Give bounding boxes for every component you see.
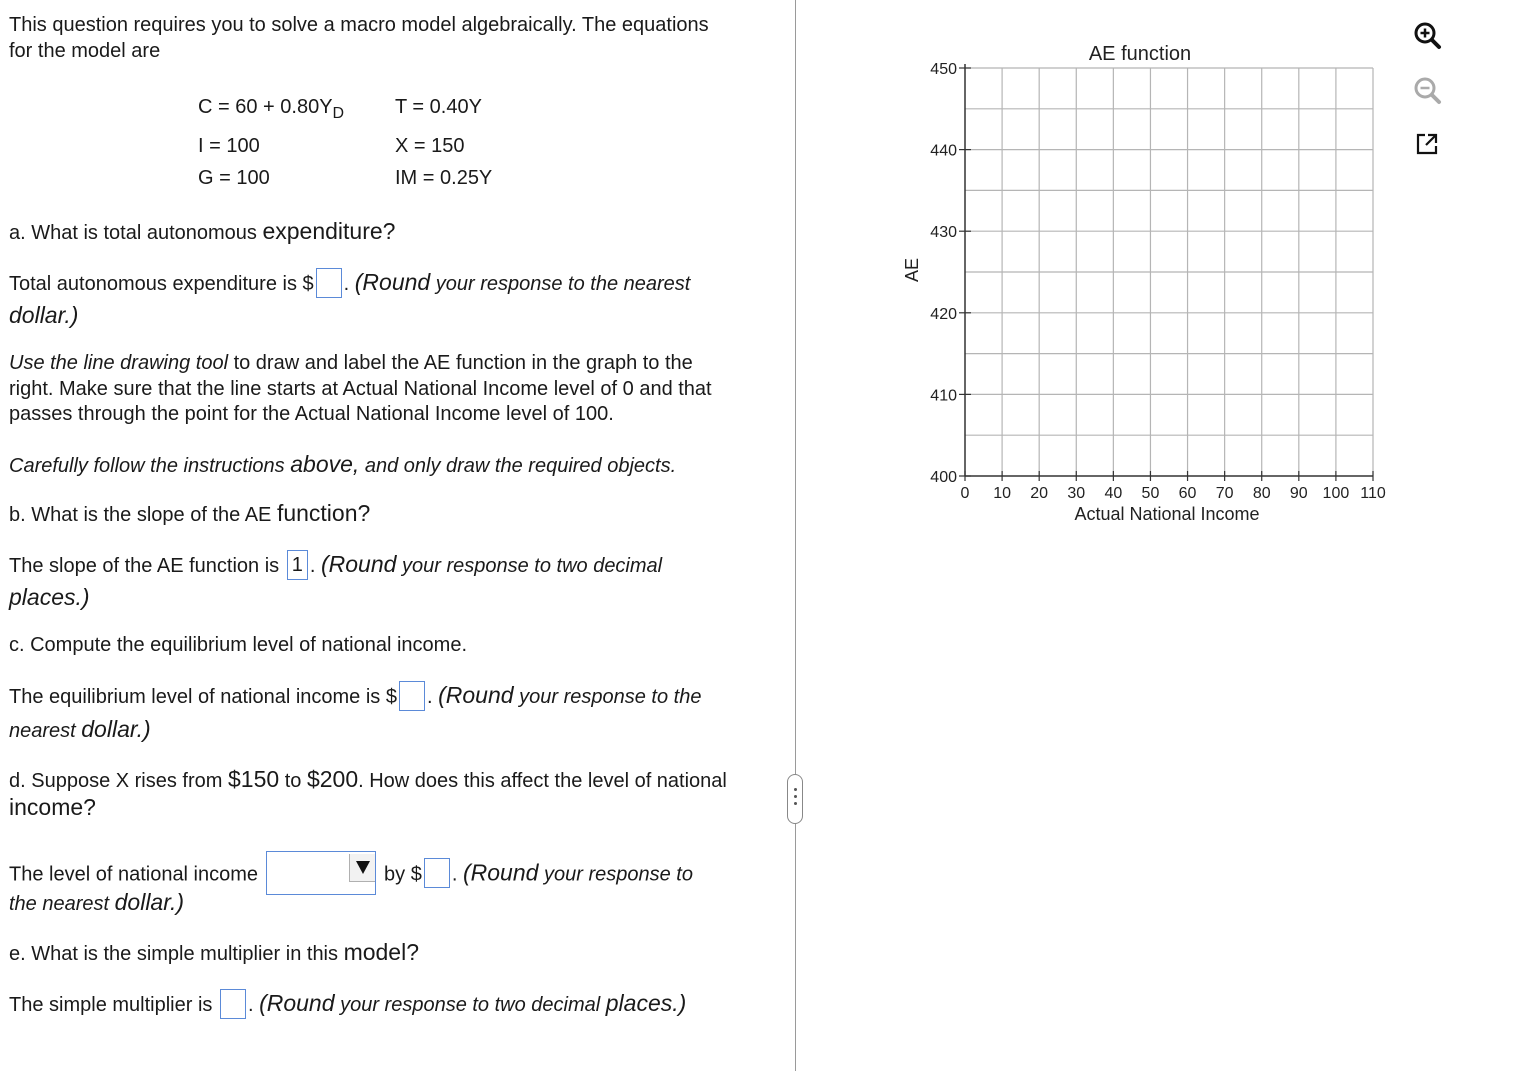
income-change-input[interactable]	[424, 858, 450, 888]
equation-investment: I = 100	[198, 135, 260, 157]
direction-dropdown[interactable]	[266, 851, 376, 895]
x-tick-label: 80	[1252, 485, 1271, 502]
question-c: c. Compute the equilibrium level of national income.	[9, 634, 468, 656]
intro-line-2: for the model are	[9, 40, 161, 62]
x-axis-label: Actual National Income	[1074, 504, 1260, 524]
chart-title: AE function	[1088, 43, 1192, 65]
x-tick-label: 0	[960, 485, 970, 502]
answer-e-row: The simple multiplier is . (Round your response to two decimal places.)	[9, 990, 686, 1021]
equation-consumption: $C = 60 + 0.80Y_D$	[198, 96, 345, 122]
question-e: e. What is the simple multiplier in this model?	[9, 939, 419, 965]
x-tick-label: 50	[1141, 485, 1160, 502]
answer-c-row: The equilibrium level of national income is $ . (Round your response to the	[9, 682, 701, 713]
x-tick-label: 90	[1289, 485, 1308, 502]
x-tick-label: 100	[1322, 485, 1350, 502]
x-tick-labels	[961, 485, 1386, 502]
answer-c-round-note: nearest dollar.)	[9, 716, 151, 742]
y-tick-label: 430	[930, 224, 957, 242]
multiplier-input[interactable]	[220, 989, 246, 1019]
external-link-icon	[1408, 125, 1446, 163]
answer-d-row: The level of national income by $ . (Round your response to	[9, 853, 693, 897]
zoom-out-icon	[1408, 71, 1446, 109]
slope-input[interactable]: 1	[287, 550, 308, 580]
divider-drag-handle[interactable]	[787, 774, 803, 824]
zoom-in-button[interactable]	[1408, 16, 1446, 54]
question-d-line-2: income?	[9, 794, 96, 820]
x-tick-label: 20	[1030, 485, 1049, 502]
equation-government: G = 100	[198, 167, 270, 189]
careful-note: Carefully follow the instructions above, and only draw the required objects.	[9, 451, 677, 477]
y-tick-label: 450	[930, 61, 957, 78]
dropdown-arrow-icon[interactable]	[349, 854, 375, 882]
y-tick-label: 440	[930, 142, 957, 160]
intro-line-1: This question requires you to solve a macro model algebraically. The equations	[9, 14, 709, 36]
y-axis-label: AE	[902, 257, 922, 283]
x-tick-label: 30	[1067, 485, 1086, 502]
instruction-line-3: passes through the point for the Actual National Income level of 100.	[9, 403, 614, 425]
answer-d-round-note: the nearest dollar.)	[9, 889, 185, 915]
autonomous-expenditure-input[interactable]	[316, 268, 342, 298]
equation-exports: X = 150	[395, 135, 465, 157]
x-tick-label: 40	[1104, 485, 1123, 502]
instruction-line-1: Use the line drawing tool to draw and label the AE function in the graph to the	[9, 352, 693, 374]
equilibrium-income-input[interactable]	[399, 681, 425, 711]
equation-taxes: T = 0.40Y	[395, 96, 482, 118]
answer-a-round-note: dollar.)	[9, 302, 79, 328]
panel-divider[interactable]	[795, 0, 796, 1071]
zoom-out-button[interactable]	[1408, 71, 1446, 109]
y-tick-label: 400	[930, 469, 957, 486]
x-tick-label: 60	[1178, 485, 1197, 502]
popout-button[interactable]	[1408, 125, 1446, 163]
ae-function-graph[interactable]	[890, 30, 1400, 540]
equation-imports: IM = 0.25Y	[395, 167, 493, 189]
y-tick-label: 410	[930, 387, 957, 405]
answer-a-row: Total autonomous expenditure is $ . (Round your response to the nearest	[9, 269, 690, 300]
instruction-line-2: right. Make sure that the line starts at Actual National Income level of 0 and that	[9, 378, 712, 400]
question-d-line-1: d. Suppose X rises from $150 to $200. How does this affect the level of national	[9, 766, 727, 792]
x-tick-label: 10	[993, 485, 1011, 502]
question-b: b. What is the slope of the AE function?	[9, 500, 371, 526]
x-tick-label: 110	[1360, 485, 1386, 502]
answer-b-round-note: places.)	[9, 584, 90, 610]
y-tick-label: 420	[930, 305, 957, 323]
y-tick-labels	[930, 61, 957, 486]
x-tick-label: 70	[1215, 485, 1234, 502]
zoom-in-icon	[1408, 16, 1446, 54]
chart-grid	[965, 68, 1373, 476]
answer-b-row: The slope of the AE function is 1 . (Round your response to two decimal	[9, 551, 662, 582]
question-a: a. What is total autonomous expenditure?	[9, 218, 396, 244]
